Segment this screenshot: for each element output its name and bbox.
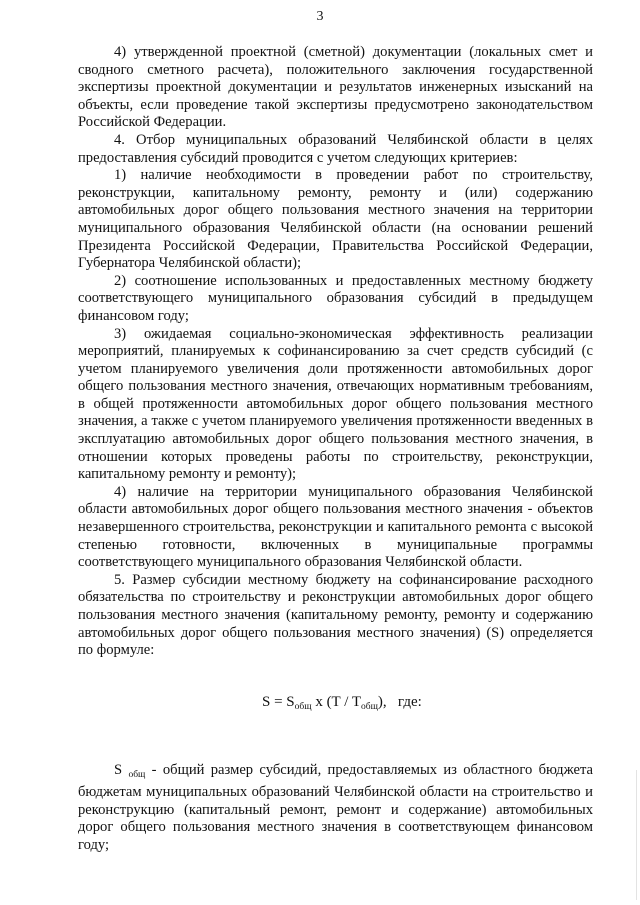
paragraph-subsidy-size: 5. Размер субсидии местному бюджету на софинансирование расходного обязательства по строительству и реконструкции автомобильных дорог общего пользования местного значения (капитальному ремонту, ремонту и содержанию автомобильных дорог общего пользования местного значения) (S) определяется по формуле: [78,571,593,659]
scan-edge-line [636,770,637,900]
formula-subscript-total: общ [294,702,312,712]
paragraph-criterion-1: 1) наличие необходимости в проведении работ по строительству, реконструкции, капитальному ремонту, ремонту и (или) содержанию автомобильных дорог общего пользования местного значения на территории муниципального образования Челябинской области (на основании решений Президента Российской Федерации, Правительства Российской Федерации, Губернатора Челябинской области); [78,167,593,272]
paragraph-criterion-2: 2) соотношение использованных и предоставленных местному бюджету соответствующего муниципального образования субсидий в предыдущем финансовом году; [78,272,593,324]
document-body [78,44,593,660]
paragraph-criterion-3: 3) ожидаемая социально-экономическая эффективность реализации мероприятий, планируемых к софинансированию за счет средств субсидий (с учетом планируемого увеличения доли протяженности автомобильных дорог общего пользования местного значения, отвечающих нормативным требованиям, в общей протяженности автомобильных дорог общего пользования местного значения, а также с учетом планируемого увеличения протяженности введенных в эксплуатацию автомобильных дорог общего пользования местного значения, в отношении которых проведены работы по строительству, реконструкции, капитальному ремонту и ремонту); [78,325,593,483]
formula-middle: x (T / T [311,694,362,710]
formula-tail: ), [377,694,387,710]
formula-subscript-total-2: общ [361,702,378,712]
definition-symbol: S [114,761,123,778]
definition-subscript: общ [128,769,146,780]
subsidy-formula [262,694,422,712]
formula-lhs: S = S [262,694,295,710]
definition-s-total [78,762,593,855]
paragraph-approved-documentation: 4) утвержденной проектной (сметной) документации (локальных смет и сводного сметного расчета), положительного заключения государственной экспертизы проектной документации и результатов инженерных изысканий на объекты, если проведение такой экспертизы предусмотрено законодательством Российской Федерации. [78,44,593,131]
definition-text: - общий размер субсидий, предоставляемых из областного бюджета бюджетам муниципальных образований Челябинской области на строительство и реконструкцию (капитальный ремонт, ремонт и содержание) автомобильных дорог общего пользования местного значения в соответствующем финансовом году; [78,761,593,853]
paragraph-selection-criteria-intro: 4. Отбор муниципальных образований Челябинской области в целях предоставления субсидий проводится с учетом следующих критериев: [78,131,593,166]
formula-where: где: [397,694,422,710]
paragraph-criterion-4: 4) наличие на территории муниципального образования Челябинской области автомобильных дорог общего пользования местного значения - объектов незавершенного строительства, реконструкции и капитального ремонта с высокой степенью готовности, включенных в муниципальные программы соответствующего муниципального образования Челябинской области. [78,483,593,571]
page-number: 3 [316,9,324,24]
